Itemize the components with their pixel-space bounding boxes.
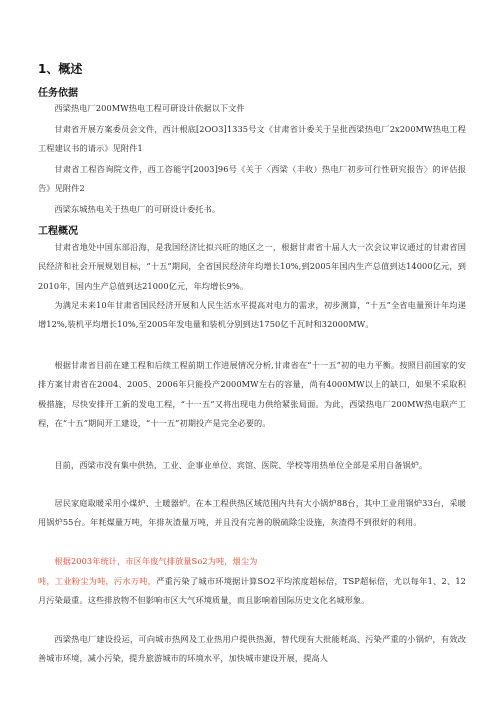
paragraph: 甘肃省地处中国东部沿海，是我国经济比拟兴旺的地区之一，根据甘肃省十届人大一次会议审议通过的甘肃省国民经济和社会开展规划目标，“十五”期间，全省国民经济年均增长10%,到2005年国内生产总值到达14000亿元，到2010年，国内生产总值到达21000亿元，年均增长9%。 (38, 242, 466, 291)
highlighted-text: 吨，工业粉尘为吨，污水万吨， (38, 576, 157, 586)
paragraph-emissions-continued (38, 572, 466, 611)
paragraph: 为满足未来10年甘肃省国民经济开展和人民生活水平提高对电力的需求，初步测算，“十五”全省电量预计年均递增12%,装机平均增长10%,至2005年发电量和装机分别到达1750亿千瓦时和32000MW。 (38, 300, 467, 330)
paragraph-emissions (38, 552, 466, 571)
paragraph: 根据甘肃省目前在建工程和后续工程前期工作进展情况分析,甘肃省在“十一五”初的电力平衡。按照目前国家的安排方案甘肃省在2004、2005、2006年只能投产2000MW左右的容量，尚有4000MW以上的缺口，如果不采取积极措施，尽快安排开工新的发电工程，“十一五”又将出现电力供给紧张局面。为此，西梁热电厂200MW热电联产工程，在“十五”期间开工建设，“十一五”初期投产是完全必要的。 (38, 360, 466, 429)
paragraph: 西梁东城热电关于热电厂的可研设计委托书。 (54, 204, 221, 214)
paragraph: 西梁热电厂200MW热电工程可研设计依据以下文件 (54, 103, 245, 113)
paragraph-text: 严重污染了城市环境据计算SO2平均浓度超标倍，TSP超标倍，尤以每年1、2、12月污染最重。这些排放物不但影响市区大气环境质量，而且影响着国际历史文化名城形象。 (38, 576, 466, 606)
section-title: 1、概述 (38, 62, 83, 76)
paragraph: 目前，西梁市没有集中供热，工业、企事业单位、宾馆、医院、学校等用热单位全部是采用自备锅炉。 (54, 460, 428, 470)
paragraph: 甘肃省工程咨询院文件，西工咨能字[2003]96号《关于〈西梁（丰收）热电厂初步可行性研究报告〉的评估报告》见附件2 (38, 164, 466, 194)
paragraph: 西梁热电厂建设投运，可向城市热网及工业热用户提供热源，替代现有大批能耗高、污染严重的小锅炉，有效改善城市环境，减小污染，提升旅游城市的环境水平，加快城市建设开展，提高人 (38, 634, 466, 664)
heading-task-basis: 任务依据 (38, 88, 78, 99)
heading-overview: 工程概况 (38, 226, 78, 237)
highlighted-text: 根据2003年统计，市区年废气排放量So2为吨，烟尘为 (54, 556, 258, 566)
paragraph: 甘肃省开展方案委员会文件，西计根底[2OO3]1335号文《甘肃省计委关于呈批西梁热电厂2x200MW热电工程工程建议书的请示》见附件1 (38, 124, 466, 154)
paragraph: 居民家庭取暖采用小煤炉、土暖器炉。在本工程供热区域范围内共有大小锅炉88台，其中工业用锅炉33台，采暖用锅炉55台。年耗煤量万吨，年排灰渣量万吨，并且没有完善的脱硫除尘设施，灰渣得不到很好的利用。 (38, 498, 466, 528)
